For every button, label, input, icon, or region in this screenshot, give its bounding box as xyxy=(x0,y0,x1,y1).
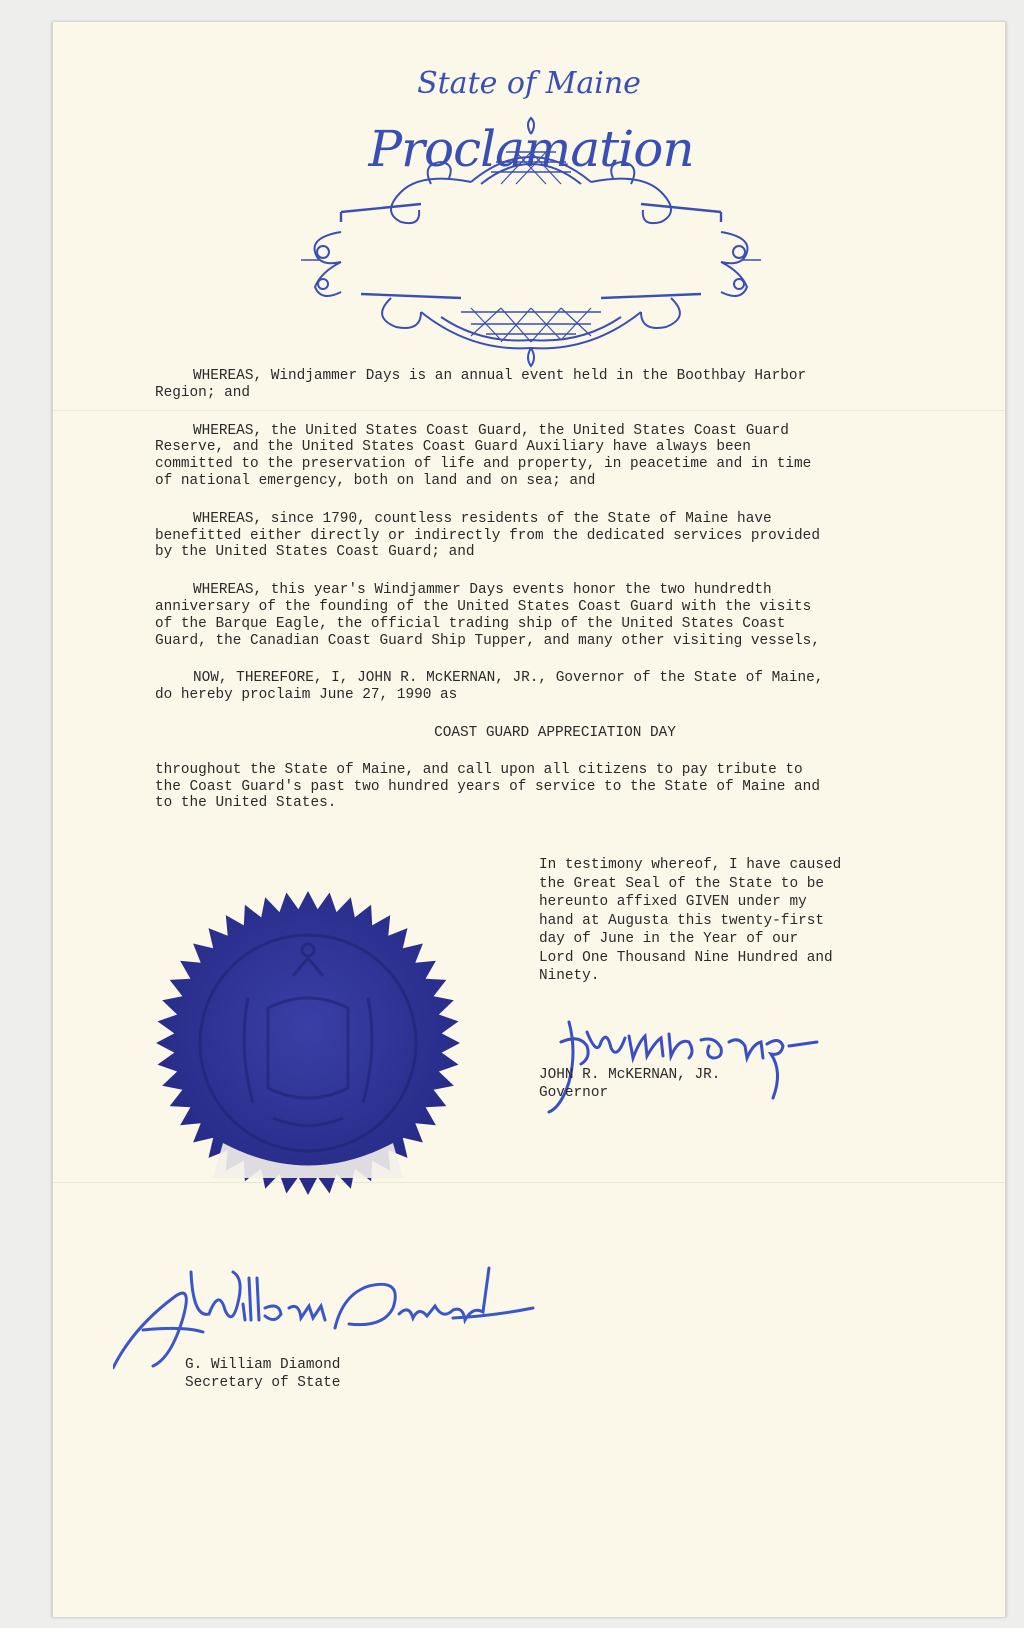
governor-name: JOHN R. McKERNAN, JR. xyxy=(539,1067,721,1083)
whereas-paragraph-1: WHEREAS, Windjammer Days is an annual event held in the Boothbay Harbor Region; and xyxy=(155,368,807,401)
secretary-block xyxy=(185,1356,340,1392)
proclamation-body xyxy=(155,368,955,833)
therefore-paragraph: NOW, THEREFORE, I, JOHN R. McKERNAN, JR., Governor of the State of Maine, do hereby proclaim June 27, 1990 as xyxy=(155,670,824,704)
testimony-text: In testimony whereof, I have caused the Great Seal of the State to be hereunto affixed GIVEN under my hand at Augusta this twenty-first day of June in the Year of our Lord One Thousand Nine Hundred and Ninety. xyxy=(539,857,842,984)
whereas-paragraph-2: WHEREAS, the United States Coast Guard, the United States Coast Guard Reserve, and the United States Coast Guard Auxiliary have always been committed to the preservation of life and property, in peacetime and in time of national emergency, both on land and on sea; and xyxy=(155,422,812,489)
whereas-paragraph-3: WHEREAS, since 1790, countless residents of the State of Maine have benefitted either directly or indirectly from the dedicated services provided by the United States Coast Guard; and xyxy=(155,510,820,561)
proclamation-paper xyxy=(52,22,1006,1617)
state-of-maine-header: State of Maine xyxy=(417,66,641,101)
proclamation-title: Proclamation xyxy=(368,120,694,178)
secretary-title: Secretary of State xyxy=(185,1375,341,1391)
closing-paragraph: throughout the State of Maine, and call upon all citizens to pay tribute to the Coast Guard's past two hundred years of service to the State of Maine and to the United States. xyxy=(155,761,820,812)
proclaimed-day-heading: COAST GUARD APPRECIATION DAY xyxy=(434,724,676,741)
governor-block xyxy=(539,1066,720,1102)
secretary-name: G. William Diamond xyxy=(185,1357,341,1373)
whereas-paragraph-4: WHEREAS, this year's Windjammer Days events honor the two hundredth anniversary of the founding of the United States Coast Guard with the visits of the Barque Eagle, the official trading ship of the United States Coast Guard, the Canadian Coast Guard Ship Tupper, and many other visiting vessels, xyxy=(155,582,820,649)
governor-title: Governor xyxy=(539,1085,609,1101)
great-seal-of-maine-icon xyxy=(153,888,463,1198)
